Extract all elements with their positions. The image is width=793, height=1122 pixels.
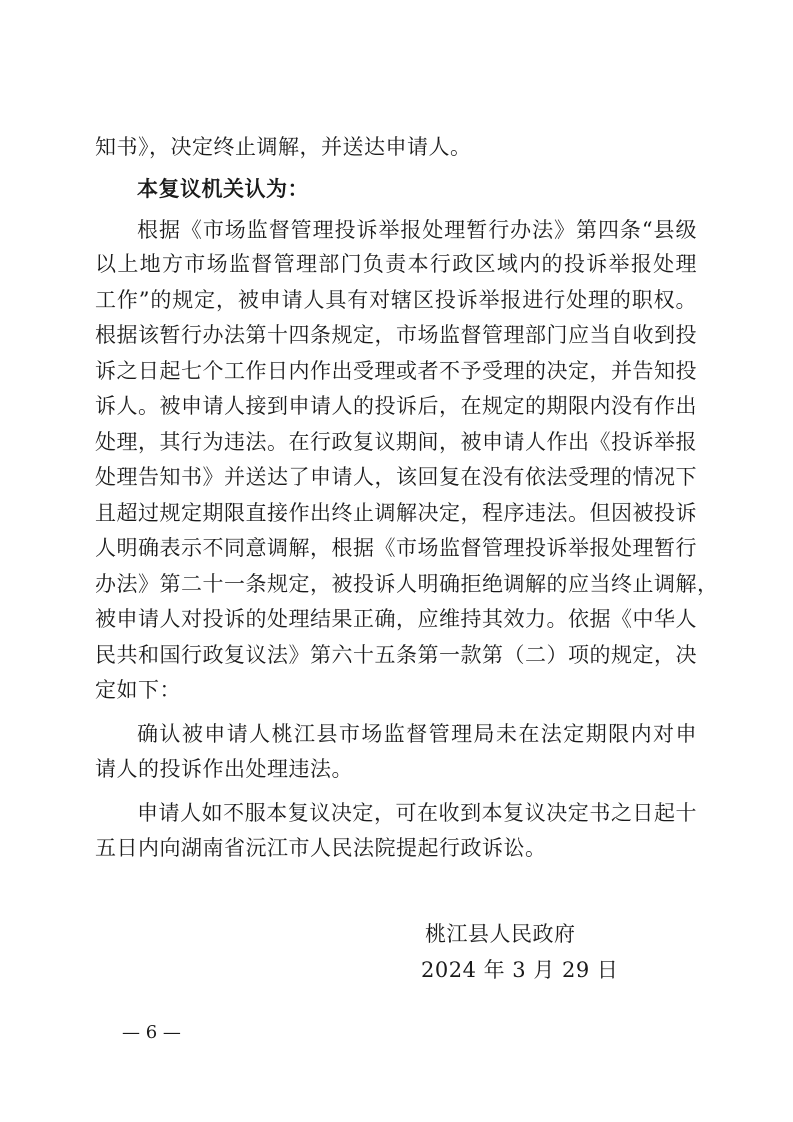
reasoning-line: 办法》第二十一条规定，被投诉人明确拒绝调解的应当终止调解，	[95, 572, 719, 596]
reasoning-line: 诉人。被申请人接到申请人的投诉后，在规定的期限内没有作出	[95, 394, 697, 418]
reasoning-line: 处理，其行为违法。在行政复议期间，被申请人作出《投诉举报	[95, 430, 697, 454]
reasoning-line: 诉之日起七个工作日内作出受理或者不予受理的决定，并告知投	[95, 359, 697, 383]
reasoning-line: 工作”的规定，被申请人具有对辖区投诉举报进行处理的职权。	[95, 288, 697, 312]
appeal-line: 五日内向湖南省沅江市人民法院提起行政诉讼。	[95, 836, 547, 860]
issuing-authority: 桃江县人民政府	[425, 922, 576, 946]
reasoning-line: 处理告知书》并送达了申请人，该回复在没有依法受理的情况下	[95, 465, 697, 489]
reasoning-line: 且超过规定期限直接作出终止调解决定，程序违法。但因被投诉	[95, 501, 697, 525]
reasoning-line: 以上地方市场监督管理部门负责本行政区域内的投诉举报处理	[95, 252, 697, 276]
appeal-line: 申请人如不服本复议决定，可在收到本复议决定书之日起十	[137, 801, 697, 825]
reasoning-line: 被申请人对投诉的处理结果正确，应维持其效力。依据《中华人	[95, 607, 697, 631]
opening-line: 知书》，决定终止调解，并送达申请人。	[95, 135, 472, 159]
decision-line: 请人的投诉作出处理违法。	[95, 757, 353, 781]
page-number: — 6 —	[122, 1022, 181, 1043]
reasoning-line: 根据该暂行办法第十四条规定，市场监督管理部门应当自收到投	[95, 323, 697, 347]
reasoning-line: 定如下：	[95, 678, 181, 702]
reasoning-line: 根据《市场监督管理投诉举报处理暂行办法》第四条“县级	[137, 218, 697, 242]
reasoning-line: 民共和国行政复议法》第六十五条第一款第（二）项的规定，决	[95, 643, 697, 667]
reasoning-line: 人明确表示不同意调解，根据《市场监督管理投诉举报处理暂行	[95, 536, 697, 560]
decision-line: 确认被申请人桃江县市场监督管理局未在法定期限内对申	[137, 722, 697, 746]
issue-date: 2024 年 3 月 29 日	[421, 958, 619, 982]
section-heading: 本复议机关认为：	[137, 177, 309, 201]
